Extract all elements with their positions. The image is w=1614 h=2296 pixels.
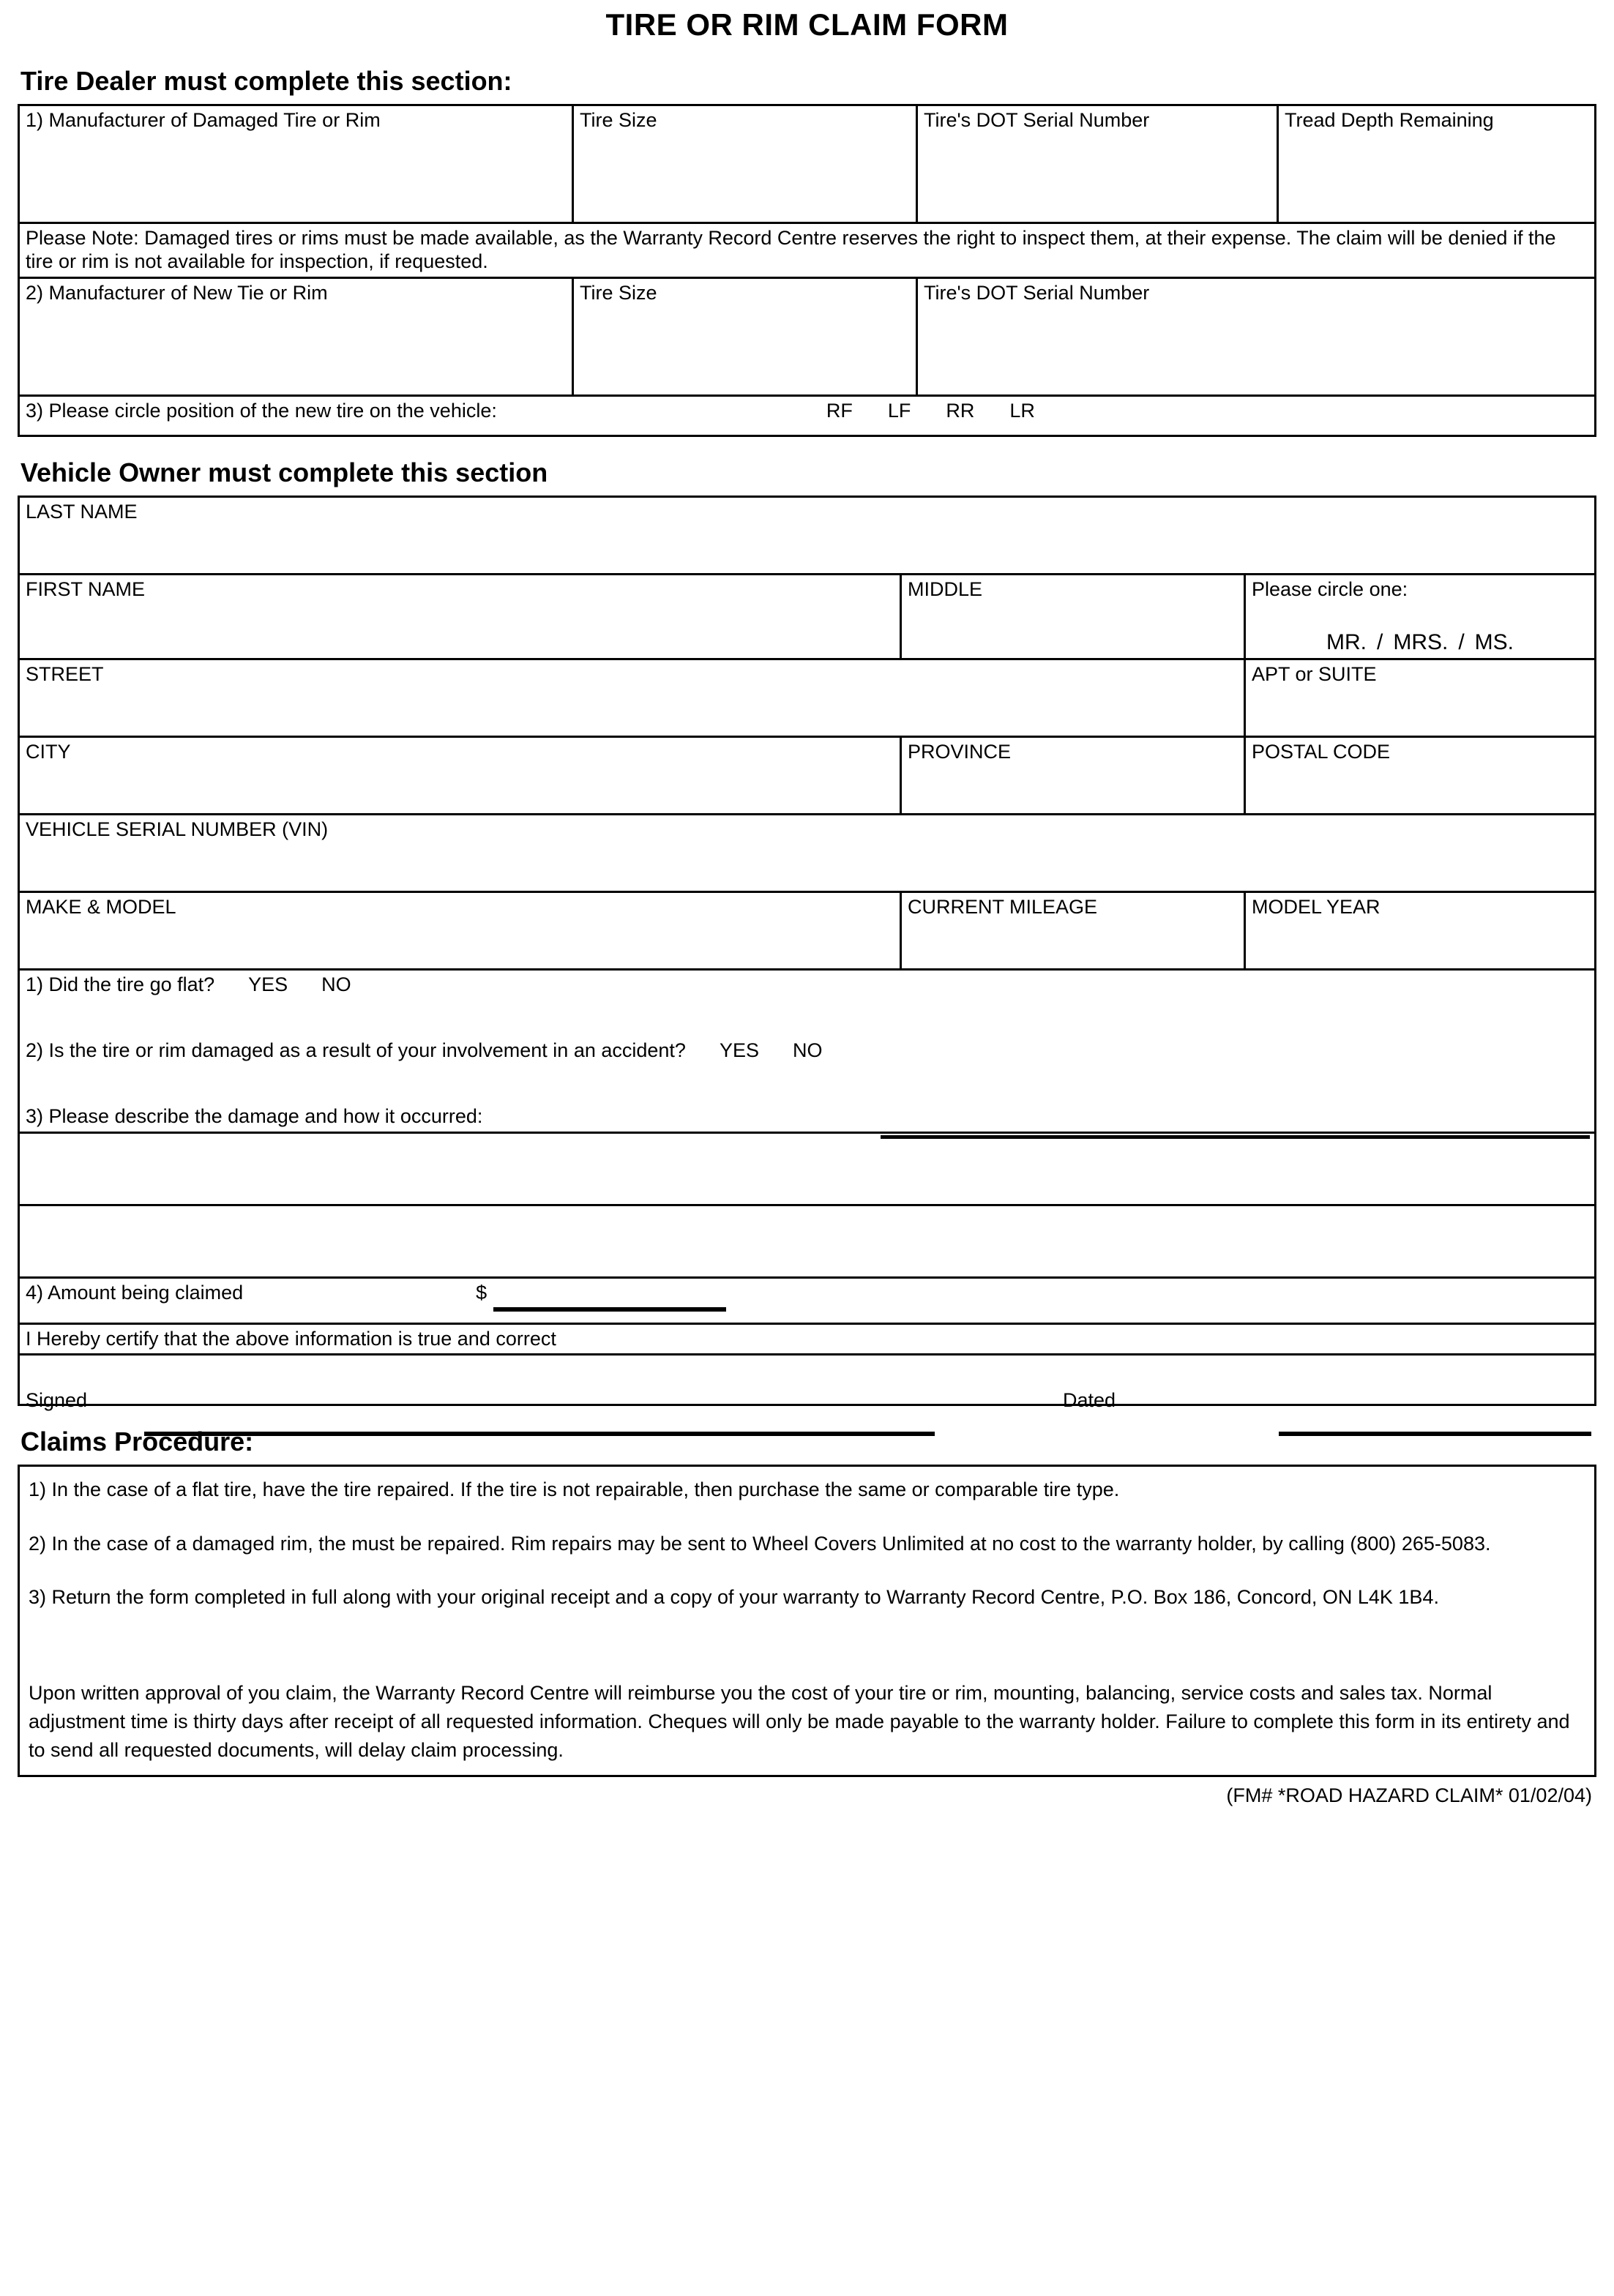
dealer-table <box>18 104 1596 437</box>
signature-rule[interactable] <box>144 1432 935 1436</box>
field-new-manufacturer[interactable]: 2) Manufacturer of New Tie or Rim <box>19 277 573 395</box>
question-2-answers <box>720 1039 856 1061</box>
field-middle-name[interactable]: MIDDLE <box>901 574 1245 659</box>
damage-description-input-2[interactable] <box>19 1205 1596 1277</box>
field-make-model[interactable]: MAKE & MODEL <box>19 891 901 969</box>
signature-cell <box>19 1355 1596 1412</box>
question-1 <box>26 973 1588 997</box>
field-new-dot-serial[interactable]: Tire's DOT Serial Number <box>917 277 1596 395</box>
question-2-yes[interactable]: YES <box>719 1039 759 1061</box>
question-1-no[interactable]: NO <box>321 973 351 995</box>
certify-row <box>19 1323 1596 1355</box>
owner-section-heading: Vehicle Owner must complete this section <box>20 457 548 487</box>
field-city[interactable]: CITY <box>19 736 901 814</box>
title-option-mr[interactable]: MR. <box>1326 629 1367 654</box>
tire-position-label: 3) Please circle position of the new tire on the vehicle: <box>26 399 497 422</box>
field-new-tire-size[interactable]: Tire Size <box>573 277 917 395</box>
claims-procedure-item-3: 3) Return the form completed in full along with your original receipt and a copy of your warranty to Warranty Record Centre, P.O. Box 186, Concord, ON L4K 1B4. <box>29 1585 1439 1608</box>
question-1-yes[interactable]: YES <box>248 973 288 995</box>
please-note-row <box>19 223 1596 278</box>
claims-procedure-closing: Upon written approval of you claim, the Warranty Record Centre will reimburse you the cost of your tire or rim, mounting, balancing, service costs and sales tax. Normal adjustment time is thirty days after receipt of all requested information. Cheques will only be made payable to the warranty holder. Failure to complete this form in its entirety and to send all requested documents, will delay claim processing. <box>29 1681 1570 1762</box>
question-3 <box>26 1105 1588 1129</box>
position-option-rf[interactable]: RF <box>826 399 853 422</box>
owner-table <box>18 496 1596 1412</box>
question-1-answers <box>248 973 385 995</box>
amount-claimed-row <box>19 1277 1596 1323</box>
amount-claimed-label: 4) Amount being claimed <box>26 1281 244 1304</box>
claims-procedure-spacer <box>29 1637 1584 1679</box>
field-tread-depth[interactable]: Tread Depth Remaining <box>1278 105 1596 223</box>
field-first-name[interactable]: FIRST NAME <box>19 574 901 659</box>
field-model-year[interactable]: MODEL YEAR <box>1245 891 1596 969</box>
title-separator-2: / <box>1458 629 1465 654</box>
new-tire-header-row <box>19 277 1596 395</box>
tire-position-cell <box>19 395 1596 435</box>
field-postal-code[interactable]: POSTAL CODE <box>1245 736 1596 814</box>
question-2 <box>26 1039 1588 1063</box>
certify-text: I Hereby certify that the above information is true and correct <box>19 1323 1596 1355</box>
field-title-circle-one[interactable] <box>1245 574 1596 659</box>
position-option-lf[interactable]: LF <box>887 399 911 422</box>
amount-claimed-field[interactable] <box>476 1282 487 1305</box>
damage-description-line-1 <box>19 1132 1596 1205</box>
tire-position-options <box>826 400 1035 423</box>
position-option-rr[interactable]: RR <box>946 399 975 422</box>
field-last-name[interactable]: LAST NAME <box>19 496 1596 574</box>
field-vin[interactable]: VEHICLE SERIAL NUMBER (VIN) <box>19 814 1596 891</box>
dealer-section-heading: Tire Dealer must complete this section: <box>20 66 512 96</box>
last-name-row <box>19 496 1596 574</box>
field-damaged-manufacturer[interactable]: 1) Manufacturer of Damaged Tire or Rim <box>19 105 573 223</box>
field-damaged-dot-serial[interactable]: Tire's DOT Serial Number <box>917 105 1278 223</box>
please-note-text: Please Note: Damaged tires or rims must be made available, as the Warranty Record Centre reserves the right to inspect them, at their expense. The claim will be denied if the tire or rim is not available for inspection, if requested. <box>19 223 1596 278</box>
question-2-text: 2) Is the tire or rim damaged as a result of your involvement in an accident? <box>26 1039 686 1061</box>
field-province[interactable]: PROVINCE <box>901 736 1245 814</box>
currency-symbol: $ <box>476 1281 487 1304</box>
vin-row <box>19 814 1596 891</box>
claims-procedure-item-1: 1) In the case of a flat tire, have the tire repaired. If the tire is not repairable, then purchase the same or comparable tire type. <box>29 1478 1120 1501</box>
position-option-lr[interactable]: LR <box>1009 399 1035 422</box>
damaged-tire-header-row <box>19 105 1596 223</box>
title-option-ms[interactable]: MS. <box>1474 629 1514 654</box>
street-row <box>19 659 1596 736</box>
claims-procedure-item-2: 2) In the case of a damaged rim, the must be repaired. Rim repairs may be sent to Wheel Covers Unlimited at no cost to the warranty holder, by calling (800) 265-5083. <box>29 1532 1491 1555</box>
question-3-text: 3) Please describe the damage and how it occurred: <box>26 1104 483 1127</box>
damage-description-rule[interactable] <box>881 1135 1590 1139</box>
signed-label: Signed <box>26 1389 88 1412</box>
title-options <box>1252 629 1588 655</box>
dated-rule[interactable] <box>1279 1432 1591 1436</box>
question-1-text: 1) Did the tire go flat? <box>26 973 215 995</box>
form-code-footer: (FM# *ROAD HAZARD CLAIM* 01/02/04) <box>1226 1784 1592 1807</box>
tire-position-row <box>19 395 1596 435</box>
first-name-row <box>19 574 1596 659</box>
questions-row <box>19 969 1596 1132</box>
questions-cell <box>19 969 1596 1132</box>
title-option-mrs[interactable]: MRS. <box>1393 629 1449 654</box>
title-separator-1: / <box>1376 629 1383 654</box>
make-model-row <box>19 891 1596 969</box>
field-apt-suite[interactable]: APT or SUITE <box>1245 659 1596 736</box>
page-title: TIRE OR RIM CLAIM FORM <box>605 7 1009 42</box>
claims-procedure-box <box>18 1465 1596 1777</box>
field-damaged-tire-size[interactable]: Tire Size <box>573 105 917 223</box>
circle-one-label: Please circle one: <box>1252 577 1408 600</box>
city-row <box>19 736 1596 814</box>
amount-claimed-cell <box>19 1277 1596 1323</box>
claims-procedure-heading: Claims Procedure: <box>20 1426 254 1457</box>
field-current-mileage[interactable]: CURRENT MILEAGE <box>901 891 1245 969</box>
signature-row <box>19 1355 1596 1405</box>
dated-label: Dated <box>1063 1389 1116 1412</box>
damage-description-line-2 <box>19 1205 1596 1277</box>
amount-claimed-rule <box>493 1307 726 1312</box>
question-2-no[interactable]: NO <box>792 1039 823 1061</box>
damage-description-input-1[interactable] <box>19 1132 1596 1205</box>
field-street[interactable]: STREET <box>19 659 1245 736</box>
